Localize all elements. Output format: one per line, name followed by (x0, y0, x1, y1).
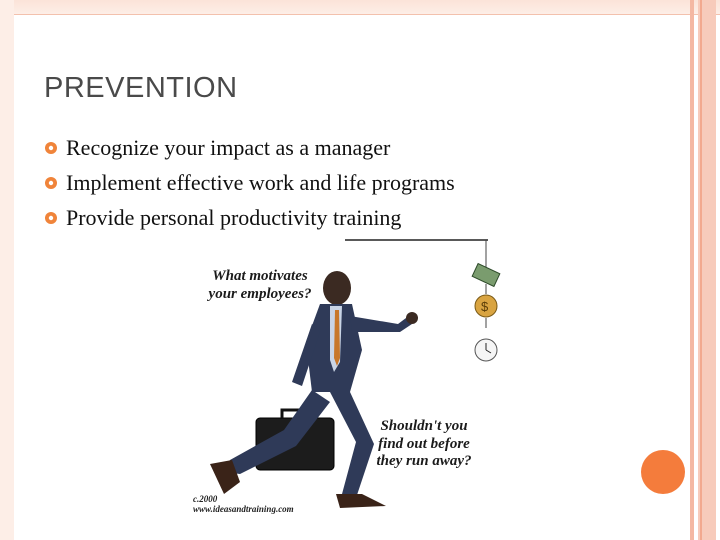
right-decor-bar-thin (700, 0, 702, 540)
left-decor-strip (0, 0, 14, 540)
clock-icon (475, 339, 497, 361)
copyright-text (193, 495, 294, 515)
money-icon (472, 264, 500, 287)
bullet-text: Provide personal productivity training (66, 204, 402, 230)
gear-bullet-icon (44, 211, 58, 225)
cartoon-question-line: What motivates (212, 268, 308, 284)
cartoon-bottom-line: find out before (378, 435, 470, 452)
dollar-bag-icon (475, 295, 497, 317)
bullet-item (44, 165, 455, 200)
cartoon-question-line: your employees? (208, 285, 312, 302)
copyright-year: c.2000 (193, 494, 218, 504)
top-decor-band (0, 0, 720, 14)
top-decor-line (0, 14, 720, 15)
gear-bullet-icon (44, 141, 58, 155)
cartoon-bottom-text (364, 418, 484, 471)
cartoon-bottom-line: Shouldn't you (380, 418, 468, 434)
svg-text:$: $ (481, 299, 489, 314)
bullet-item (44, 130, 455, 165)
cartoon-bottom-line: they run away? (376, 453, 472, 470)
bullet-text: Implement effective work and life programs (66, 169, 455, 195)
businessman-figure (210, 271, 418, 508)
bullet-item (44, 200, 455, 235)
gear-bullet-icon (44, 176, 58, 190)
bullet-text: Recognize your impact as a manager (66, 134, 391, 160)
right-decor-bar (690, 0, 694, 540)
slide-title: PREVENTION (44, 72, 238, 104)
copyright-url: www.ideasandtraining.com (193, 503, 294, 514)
cartoon-question-text (190, 268, 330, 303)
decor-circle (641, 450, 685, 494)
bullet-list (44, 130, 455, 235)
